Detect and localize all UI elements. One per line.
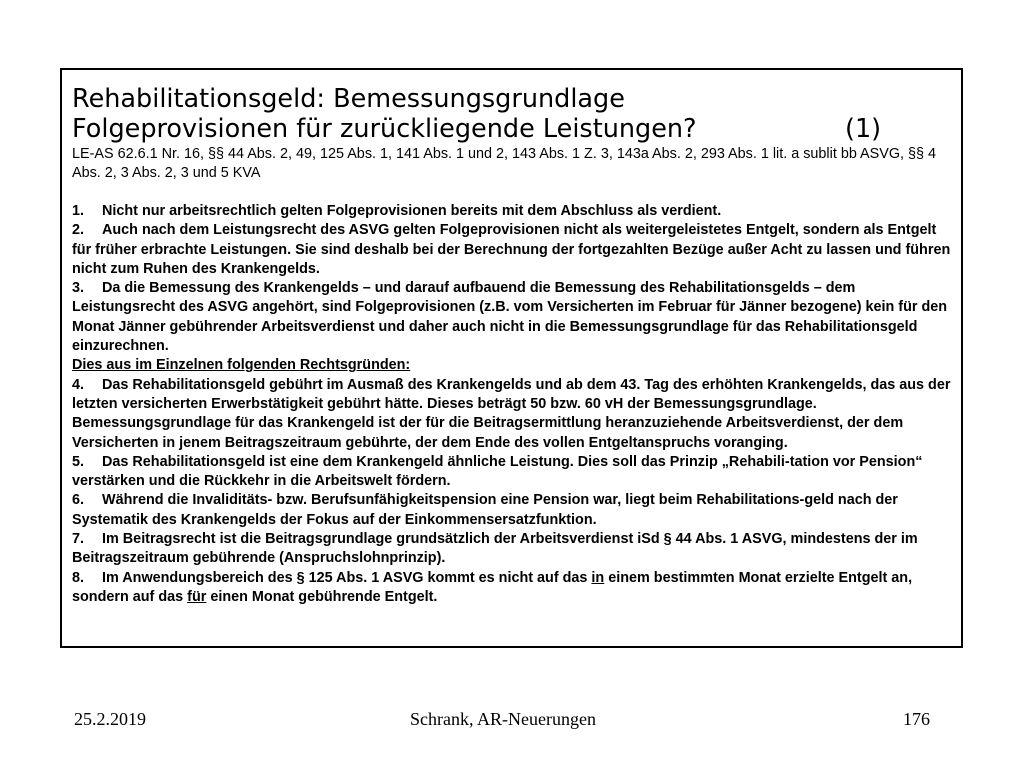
points-body [72,202,951,607]
slide-title-line-1: Rehabilitationsgeld: Bemessungsgrundlage [72,84,625,114]
slide-title-number: (1) [845,114,882,144]
spacer [72,183,951,202]
point-8: 8. Im Anwendungsbereich des § 125 Abs. 1 ASVG kommt es nicht auf das in einem bestimmten Monat erzielte Entgelt an, sondern auf das für einen Monat gebührende Entgelt. [72,569,913,605]
footer-page-number: 176 [903,709,930,729]
details-heading: Dies aus im Einzelnen folgenden Rechtsgründen: [72,357,411,374]
footer-date: 25.2.2019 [74,709,146,729]
slide-title-line-2 [72,114,951,144]
legal-reference: LE-AS 62.6.1 Nr. 16, §§ 44 Abs. 2, 49, 125 Abs. 1, 141 Abs. 1 und 2, 143 Abs. 1 Z. 3, 143a Abs. 2, 293 Abs. 1 lit. a sublit bb ASVG, §§ 4 Abs. 2, 3 Abs. 2, 3 und 5 KVA [72,146,937,181]
point-2: 2. Auch nach dem Leistungsrecht des ASVG gelten Folgeprovisionen nicht als weitergeleistetes Entgelt, sondern als Entgelt für früher erbrachte Leistungen. Sie sind deshalb bei der Berechnung der fortgezahlten Bezüge außer Acht zu lassen und führen nicht zum Ruhen des Krankengelds. [72,222,951,277]
point-4: 4. Das Rehabilitationsgeld gebührt im Ausmaß des Krankengelds und ab dem 43. Tag des erhöhten Krankengelds, das aus der letzten versicherten Erwerbstätigkeit gebührt hätte. Dieses beträgt 50 bzw. 60 vH der Bemessungsgrundlage. Bemessungsgrundlage für das Krankengeld ist der für die Beitragsermittlung heranzuziehende Arbeitsverdienst, der dem Versicherten in jenem Beitragszeitraum gebührte, der dem Ende des vollen Entgeltanspruchs voranging. [72,376,951,451]
point-7: 7. Im Beitragsrecht ist die Beitragsgrundlage grundsätzlich der Arbeitsverdienst iSd § 44 Abs. 1 ASVG, mindestens der im Beitragszeitraum gebührende (Anspruchslohnprinzip). [72,531,918,567]
slide-content-box [60,68,963,648]
slide-title-text: Folgeprovisionen für zurückliegende Leistungen? [72,114,697,144]
footer-author: Schrank, AR-Neuerungen [410,709,596,729]
point-1: 1. Nicht nur arbeitsrechtlich gelten Folgeprovisionen bereits mit dem Abschluss als verdient. [72,203,722,219]
point-5: 5. Das Rehabilitationsgeld ist eine dem Krankengeld ähnliche Leistung. Dies soll das Prinzip „Rehabili-tation vor Pension“ verstärken und die Rückkehr in die Arbeitswelt fördern. [72,453,923,490]
point-3: 3. Da die Bemessung des Krankengelds – und darauf aufbauend die Bemessung des Rehabilitationsgelds – dem Leistungsrecht des ASVG angehört, sind Folgeprovisionen (z.B. vom Versicherten im Februar für Jänner bezogene) kein für den Monat Jänner gebührender Arbeitsverdienst und daher auch nicht in die Bemessungsgrundlage für das Rehabilitationsgeld einzurechnen. [72,280,948,355]
point-6: 6. Während die Invaliditäts- bzw. Berufsunfähigkeitspension eine Pension war, liegt beim Rehabilitations-geld nach der Systematik des Krankengelds der Fokus auf der Einkommensersatzfunktion. [72,492,898,528]
